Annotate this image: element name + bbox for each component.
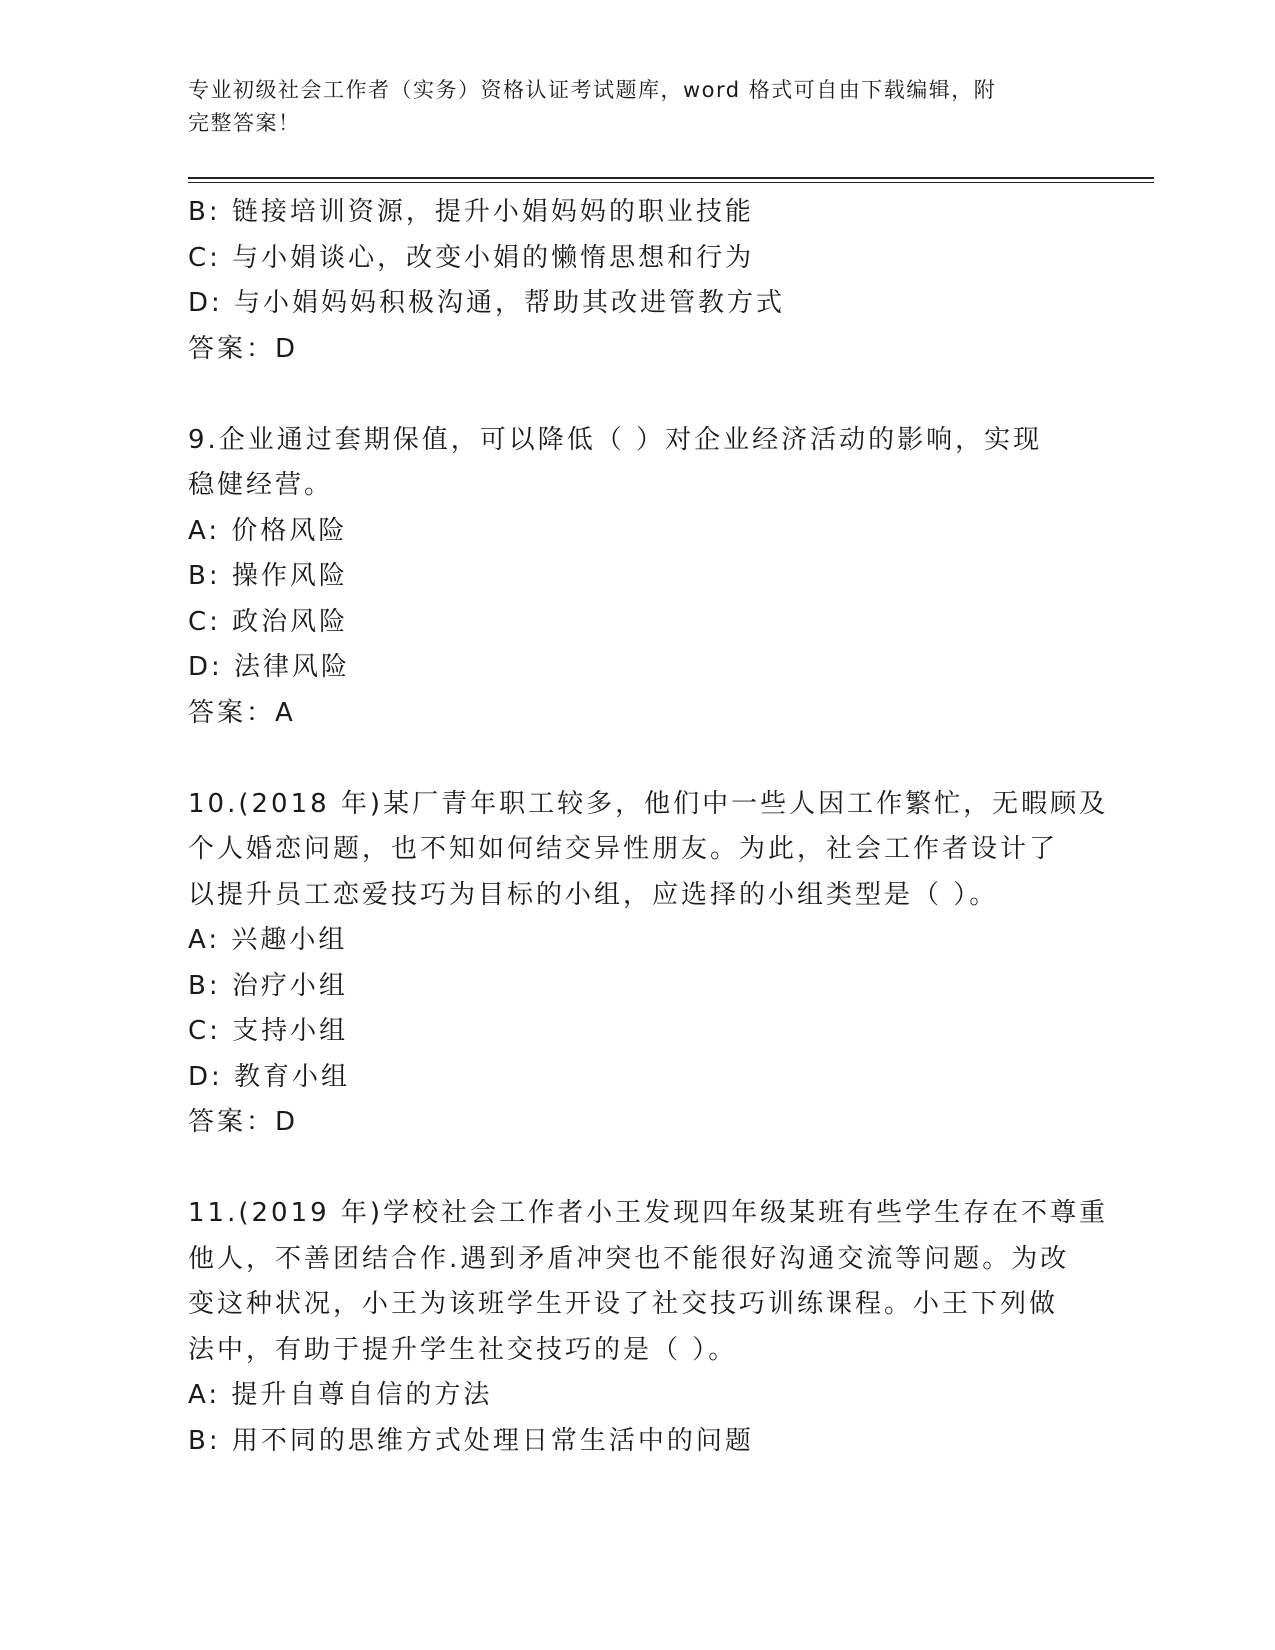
- option-b: B: 用不同的思维方式处理日常生活中的问题: [188, 1425, 754, 1456]
- option-c: C: 与小娟谈心，改变小娟的懒惰思想和行为: [188, 242, 755, 273]
- option-c: C: 支持小组: [188, 1016, 349, 1046]
- question-stem-line: 法中，有助于提升学生社交技巧的是（ ）。: [188, 1334, 738, 1365]
- option-d: D: 教育小组: [188, 1061, 351, 1092]
- question-11: [188, 1191, 1109, 1464]
- option-a: A: 兴趣小组: [188, 925, 348, 955]
- header-divider-thin: [188, 182, 1154, 183]
- option-a: A: 提升自尊自信的方法: [188, 1380, 493, 1410]
- option-c: C: 政治风险: [188, 606, 349, 637]
- header-line-1: 专业初级社会工作者（实务）资格认证考试题库，word 格式可自由下载编辑，附: [188, 78, 997, 102]
- option-a: A: 价格风险: [188, 515, 348, 546]
- answer-label: 答案：A: [188, 697, 296, 728]
- question-9: [188, 418, 1088, 737]
- question-stem-line: 稳健经营。: [188, 470, 334, 500]
- answer-label: 答案：D: [188, 333, 299, 364]
- question-stem-line: 11.(2019 年)学校社会工作者小王发现四年级某班有些学生存在不尊重: [188, 1198, 1109, 1228]
- question-stem-line: 以提升员工恋爱技巧为目标的小组，应选择的小组类型是（ ）。: [188, 879, 999, 910]
- page-header: [188, 74, 1088, 140]
- question-8-continuation: [188, 190, 1088, 372]
- question-stem-line: 9.企业通过套期保值，可以降低（ ）对企业经济活动的影响，实现: [188, 424, 1043, 455]
- question-stem-line: 变这种状况，小王为该班学生开设了社交技巧训练课程。小王下列做: [188, 1289, 1059, 1319]
- spacer: [188, 1146, 1088, 1192]
- header-line-2: 完整答案！: [188, 111, 301, 135]
- option-b: B: 链接培训资源，提升小娟妈妈的职业技能: [188, 197, 754, 227]
- option-b: B: 治疗小组: [188, 970, 348, 1001]
- question-stem-line: 他人，不善团结合作.遇到矛盾冲突也不能很好沟通交流等问题。为改: [188, 1243, 1070, 1274]
- question-stem-line: 10.(2018 年)某厂青年职工较多，他们中一些人因工作繁忙，无暇顾及: [188, 788, 1109, 819]
- option-b: B: 操作风险: [188, 561, 348, 591]
- question-content: [188, 190, 1109, 1464]
- answer-label: 答案：D: [188, 1107, 299, 1137]
- option-d: D: 与小娟妈妈积极沟通，帮助其改进管教方式: [188, 288, 786, 318]
- question-stem-line: 个人婚恋问题，也不知如何结交异性朋友。为此，社会工作者设计了: [188, 834, 1059, 864]
- option-d: D: 法律风险: [188, 652, 351, 682]
- spacer: [188, 736, 1088, 782]
- question-10: [188, 782, 1109, 1146]
- spacer: [188, 372, 1088, 418]
- header-divider-thick: [188, 177, 1154, 179]
